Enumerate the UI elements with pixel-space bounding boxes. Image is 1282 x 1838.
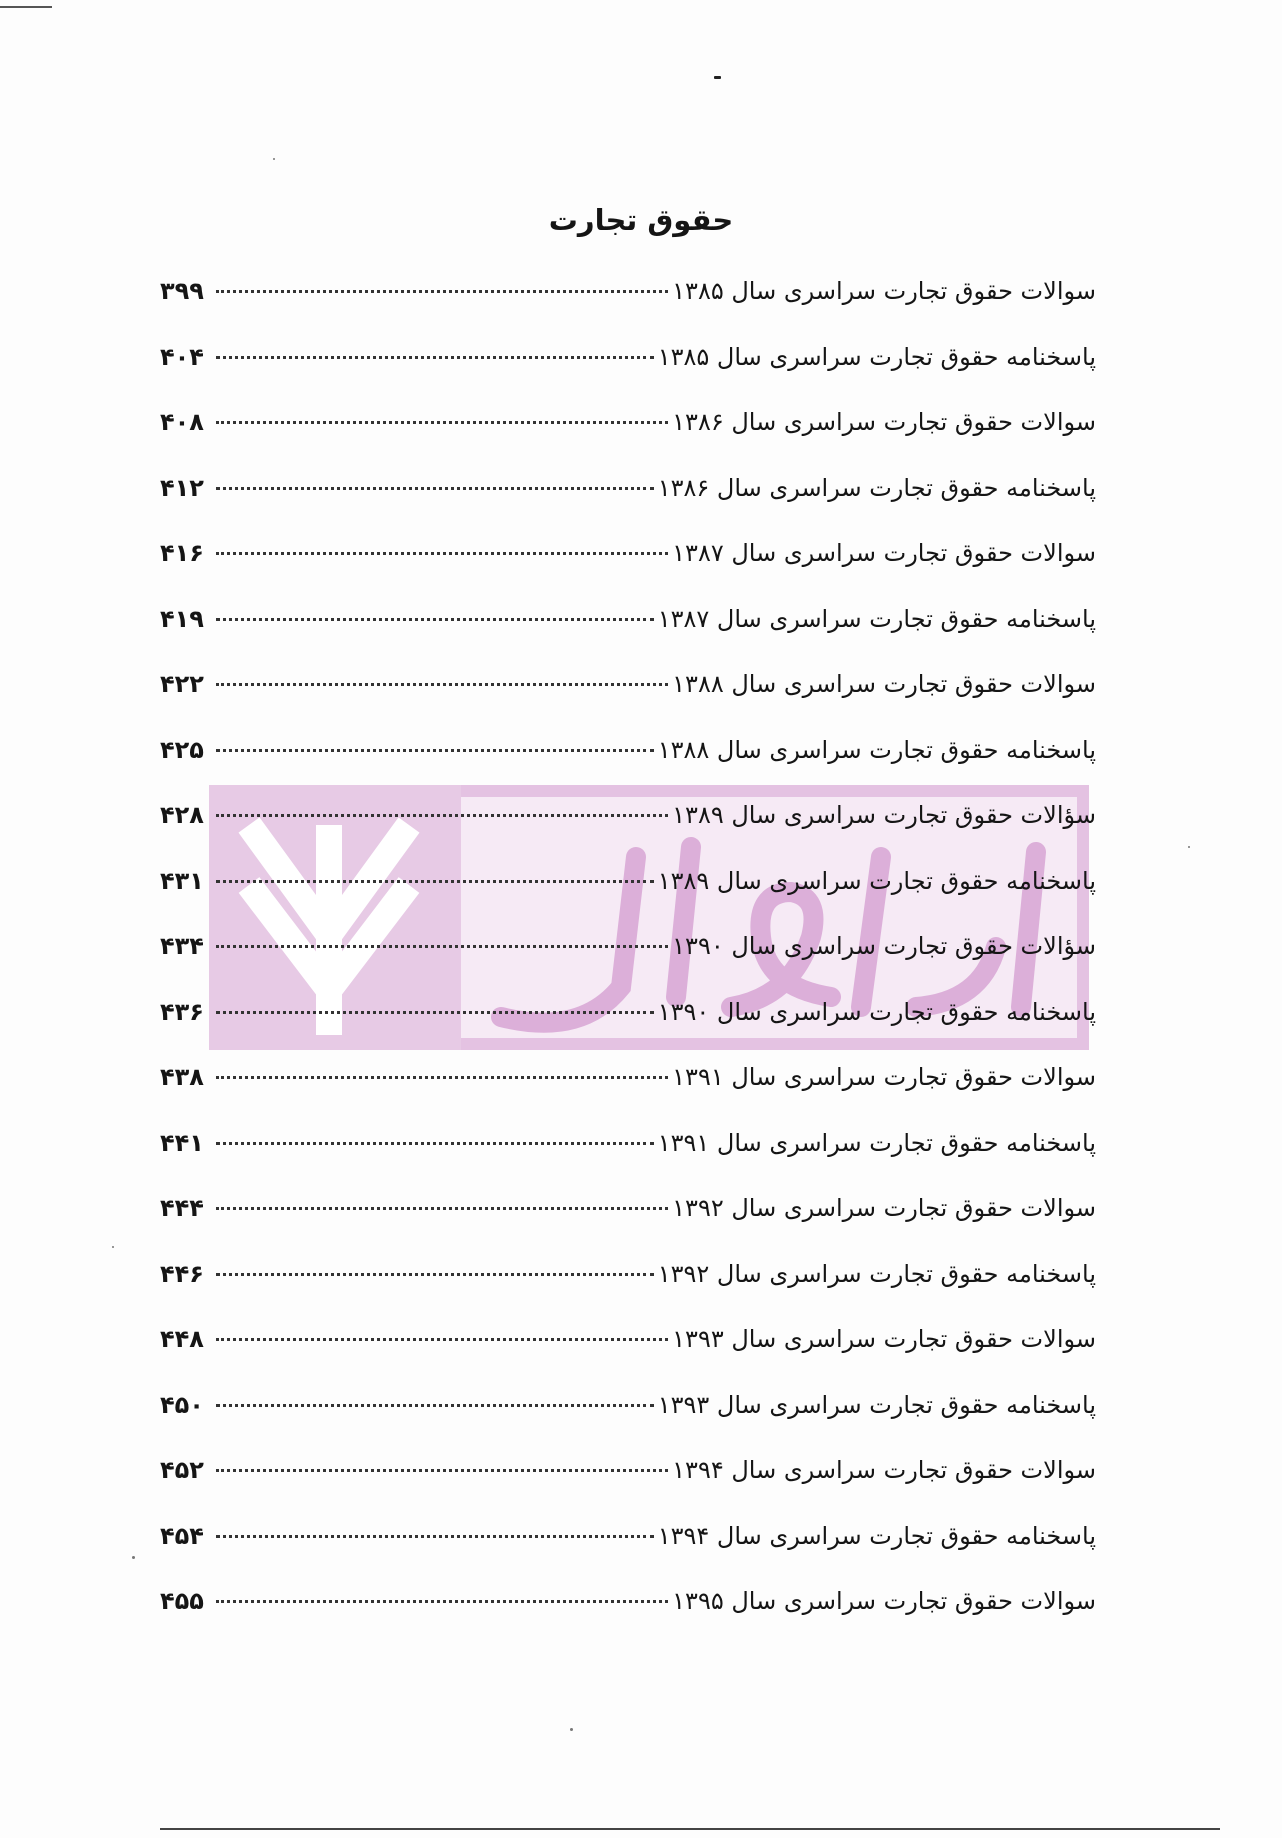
toc-page-number: ۳۹۹ <box>160 277 204 305</box>
toc-row <box>160 1123 1096 1189</box>
toc-page-number: ۴۳۴ <box>160 932 204 960</box>
toc-page-number: ۴۴۱ <box>160 1128 204 1157</box>
scan-speck <box>570 1728 573 1731</box>
toc-entry-label: سوالات حقوق تجارت سراسری سال ۱۳۹۲ <box>672 1194 1096 1222</box>
toc-row <box>160 1319 1096 1385</box>
toc-page-number: ۴۵۰ <box>160 1390 204 1419</box>
toc-entry-label: سوالات حقوق تجارت سراسری سال ۱۳۹۴ <box>672 1456 1096 1484</box>
toc-leader-dots <box>216 1535 654 1538</box>
toc-entry-label: پاسخنامه حقوق تجارت سراسری سال ۱۳۹۱ <box>657 1128 1096 1157</box>
toc-row <box>160 271 1096 337</box>
toc-entry-label: سوالات حقوق تجارت سراسری سال ۱۳۹۵ <box>672 1587 1096 1615</box>
scan-speck <box>1188 846 1190 848</box>
toc-row <box>160 1385 1096 1451</box>
toc-page-number: ۴۴۴ <box>160 1194 204 1222</box>
top-mark <box>714 76 721 79</box>
scan-corner-line <box>0 6 52 8</box>
toc-row <box>160 861 1096 927</box>
toc-page-number: ۴۳۱ <box>160 866 204 895</box>
toc-entry-label: پاسخنامه حقوق تجارت سراسری سال ۱۳۹۰ <box>657 997 1096 1026</box>
toc-page-number: ۴۱۶ <box>160 539 204 567</box>
toc-leader-dots <box>216 290 668 293</box>
toc-page-number: ۴۵۲ <box>160 1456 204 1484</box>
scan-speck <box>112 1246 114 1248</box>
toc-entry-label: سؤالات حقوق تجارت سراسری سال ۱۳۹۰ <box>672 932 1096 960</box>
toc-leader-dots <box>216 1273 654 1276</box>
toc-entry-label: پاسخنامه حقوق تجارت سراسری سال ۱۳۸۵ <box>657 342 1096 371</box>
toc-leader-dots <box>216 421 668 424</box>
toc-page-number: ۴۵۵ <box>160 1587 204 1615</box>
toc-leader-dots <box>216 880 654 883</box>
toc-leader-dots <box>216 945 668 948</box>
toc-page-number: ۴۱۲ <box>160 473 204 502</box>
toc-entry-label: پاسخنامه حقوق تجارت سراسری سال ۱۳۹۴ <box>657 1521 1096 1550</box>
toc-row <box>160 730 1096 796</box>
toc-row <box>160 1516 1096 1582</box>
toc-leader-dots <box>216 1600 668 1603</box>
toc-page-number: ۴۴۶ <box>160 1259 204 1288</box>
toc-entry-label: سوالات حقوق تجارت سراسری سال ۱۳۹۳ <box>672 1325 1096 1353</box>
toc-leader-dots <box>216 749 654 752</box>
toc-leader-dots <box>216 1404 654 1407</box>
toc-list <box>160 271 1096 1647</box>
toc-leader-dots <box>216 1011 654 1014</box>
toc-page-number: ۴۲۵ <box>160 735 204 764</box>
toc-leader-dots <box>216 1338 668 1341</box>
toc-leader-dots <box>216 683 668 686</box>
toc-row <box>160 402 1096 468</box>
section-title: حقوق تجارت <box>548 203 734 237</box>
toc-page-number: ۴۰۸ <box>160 408 204 436</box>
toc-entry-label: سؤالات حقوق تجارت سراسری سال ۱۳۸۹ <box>672 801 1096 829</box>
toc-entry-label: سوالات حقوق تجارت سراسری سال ۱۳۸۸ <box>672 670 1096 698</box>
scan-speck <box>132 1556 135 1559</box>
toc-entry-label: پاسخنامه حقوق تجارت سراسری سال ۱۳۸۶ <box>657 473 1096 502</box>
toc-row <box>160 1057 1096 1123</box>
scan-speck <box>273 158 275 160</box>
toc-leader-dots <box>216 1469 668 1472</box>
toc-row <box>160 992 1096 1058</box>
toc-row <box>160 795 1096 861</box>
toc-leader-dots <box>216 618 654 621</box>
toc-entry-label: سوالات حقوق تجارت سراسری سال ۱۳۸۵ <box>672 277 1096 305</box>
toc-page-number: ۴۱۹ <box>160 604 204 633</box>
scan-bottom-line <box>160 1828 1220 1830</box>
toc-entry-label: سوالات حقوق تجارت سراسری سال ۱۳۹۱ <box>672 1063 1096 1091</box>
toc-row <box>160 664 1096 730</box>
toc-row <box>160 468 1096 534</box>
toc-row <box>160 1450 1096 1516</box>
toc-row <box>160 926 1096 992</box>
toc-entry-label: سوالات حقوق تجارت سراسری سال ۱۳۸۶ <box>672 408 1096 436</box>
toc-leader-dots <box>216 1207 668 1210</box>
toc-entry-label: پاسخنامه حقوق تجارت سراسری سال ۱۳۸۸ <box>657 735 1096 764</box>
toc-entry-label: پاسخنامه حقوق تجارت سراسری سال ۱۳۸۹ <box>657 866 1096 895</box>
toc-page-number: ۴۳۸ <box>160 1063 204 1091</box>
toc-page-number: ۴۳۶ <box>160 997 204 1026</box>
toc-leader-dots <box>216 1142 654 1145</box>
toc-row <box>160 1581 1096 1647</box>
toc-entry-label: سوالات حقوق تجارت سراسری سال ۱۳۸۷ <box>672 539 1096 567</box>
toc-leader-dots <box>216 356 654 359</box>
toc-entry-label: پاسخنامه حقوق تجارت سراسری سال ۱۳۹۳ <box>657 1390 1096 1419</box>
toc-page-number: ۴۲۲ <box>160 670 204 698</box>
toc-row <box>160 337 1096 403</box>
toc-row <box>160 1188 1096 1254</box>
toc-leader-dots <box>216 814 668 817</box>
toc-entry-label: پاسخنامه حقوق تجارت سراسری سال ۱۳۸۷ <box>657 604 1096 633</box>
toc-row <box>160 1254 1096 1320</box>
toc-leader-dots <box>216 1076 668 1079</box>
toc-leader-dots <box>216 552 668 555</box>
toc-row <box>160 599 1096 665</box>
toc-page-number: ۴۰۴ <box>160 342 204 371</box>
toc-page-number: ۴۵۴ <box>160 1521 204 1550</box>
toc-row <box>160 533 1096 599</box>
toc-page-number: ۴۴۸ <box>160 1325 204 1353</box>
toc-page-number: ۴۲۸ <box>160 801 204 829</box>
toc-entry-label: پاسخنامه حقوق تجارت سراسری سال ۱۳۹۲ <box>657 1259 1096 1288</box>
toc-leader-dots <box>216 487 654 490</box>
